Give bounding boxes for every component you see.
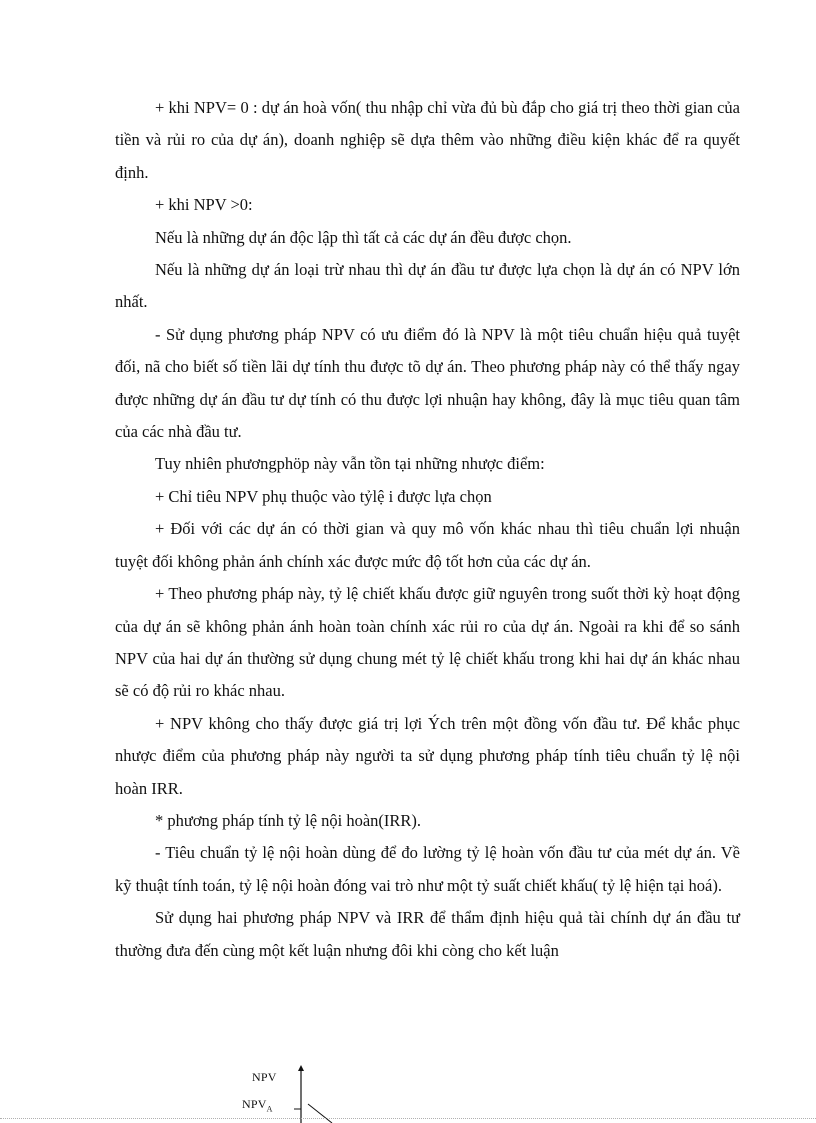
paragraph-mutually-exclusive-projects: Nếu là những dự án loại trừ nhau thì dự án đầu tư được lựa chọn là dự án có NPV lớn nhất. [115, 260, 740, 312]
paragraph-npv-zero: + khi NPV= 0 : dự án hoà vốn( thu nhập chỉ vừa đủ bù đắp cho giá trị theo thời gian của tiền và rủi ro của dự án), doanh nghiệp sẽ dựa thêm vào những điều kiện khác để ra quyết định. [115, 98, 740, 182]
npv-axis-label: NPV [252, 1070, 277, 1084]
npv-a-label [242, 1097, 273, 1113]
npv-y-axis-arrowhead [298, 1065, 304, 1071]
npv-figure [236, 1062, 436, 1123]
paragraph-npv-irr-comparison: Sử dụng hai phương pháp NPV và IRR để thẩm định hiệu quả tài chính dự án đầu tư thường đưa đến cùng một kết luận nhưng đôi khi còng cho kết luận [115, 908, 740, 960]
paragraph-fixed-discount-rate: + Theo phương pháp này, tỷ lệ chiết khấu được giữ nguyên trong suốt thời kỳ hoạt động của dự án sẽ không phản ánh hoàn toàn chính xác rủi ro của dự án. Ngoài ra khi để so sánh NPV của hai dự án thường sử dụng chung mét tỷ lệ chiết khấu trong khi hai dự án khác nhau sẽ có độ rủi ro khác nhau. [115, 584, 740, 701]
paragraph-independent-projects: Nếu là những dự án độc lập thì tất cả các dự án đều được chọn. [155, 227, 572, 247]
paragraph-irr-definition: - Tiêu chuẩn tỷ lệ nội hoàn dùng để đo lường tỷ lệ hoàn vốn đầu tư của mét dự án. Về kỹ thuật tính toán, tỷ lệ nội hoàn đóng vai trò như một tỷ suất chiết khấu( tỷ lệ hiện tại hoá). [115, 843, 740, 895]
npv-a-label-subscript: A [266, 1104, 273, 1114]
paragraph-irr-method-heading: * phương pháp tính tỷ lệ nội hoàn(IRR). [155, 810, 422, 830]
page-bottom-border [0, 1118, 816, 1119]
paragraph-different-scale-projects: + Đối với các dự án có thời gian và quy mô vốn khác nhau thì tiêu chuẩn lợi nhuận tuyệt đối không phản ánh chính xác được mức độ tốt hơn của các dự án. [115, 519, 740, 571]
paragraph-npv-disadvantages-intro: Tuy nhiên phươngphöp này vẫn tồn tại những nhược điểm: [155, 454, 545, 474]
npv-a-label-main: NPV [242, 1097, 267, 1111]
paragraph-npv-depends-on-rate: + Chỉ tiêu NPV phụ thuộc vào tỷlệ i được lựa chọn [155, 486, 492, 506]
document-body [115, 92, 740, 967]
paragraph-npv-no-benefit-per-dong: + NPV không cho thấy được giá trị lợi Ých trên một đồng vốn đầu tư. Để khắc phục nhược điểm của phương pháp này người ta sử dụng phương pháp tính tiêu chuẩn tỷ lệ nội hoàn IRR. [115, 713, 740, 798]
paragraph-npv-positive-heading: + khi NPV >0: [155, 195, 253, 215]
paragraph-npv-advantages: - Sử dụng phương pháp NPV có ưu điểm đó là NPV là một tiêu chuẩn hiệu quả tuyệt đối, nã cho biết số tiền lãi dự tính thu được tõ dự án. Theo phương pháp này có thể thấy ngay được những dự án đầu tư dự tính có thu được lợi nhuận hay không, đây là mục tiêu quan tâm của các nhà đầu tư. [115, 324, 740, 442]
npv-a-curve [308, 1104, 332, 1123]
